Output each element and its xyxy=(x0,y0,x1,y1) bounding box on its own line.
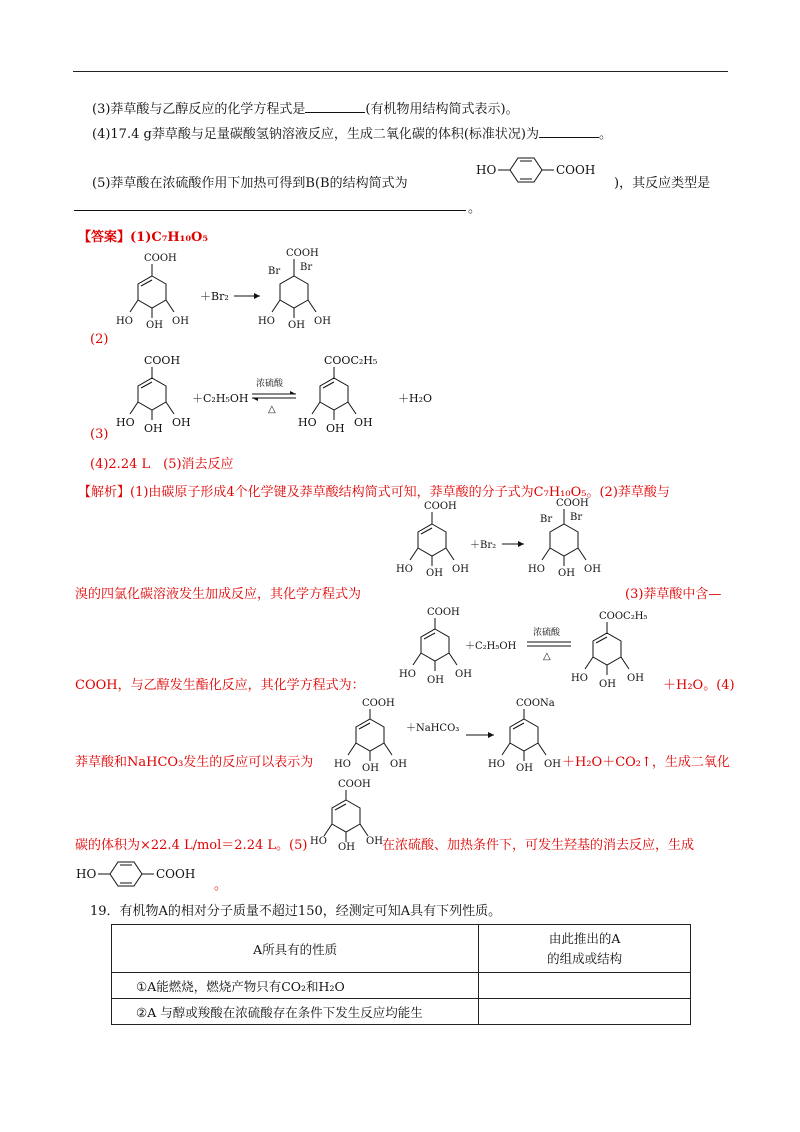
svg-text:COOH: COOH xyxy=(338,779,371,790)
compound-b-structure xyxy=(476,152,616,192)
svg-text:OH: OH xyxy=(584,564,601,575)
answer-blank-long xyxy=(74,210,466,211)
analysis-line-1: 【解析】(1)由碳原子形成4个化学键及莽草酸结构简式可知，莽草酸的分子式为C₇H₁₀O₅。(2)莽草酸与 xyxy=(78,485,670,500)
answer-2-equation xyxy=(110,248,370,332)
question-5-tail-text: )，其反应类型是 xyxy=(614,176,711,191)
svg-text:COOC₂H₅: COOC₂H₅ xyxy=(324,354,378,367)
svg-text:HO: HO xyxy=(399,669,416,680)
svg-text:HO: HO xyxy=(258,316,275,327)
question-5 xyxy=(92,172,408,191)
svg-text:OH: OH xyxy=(366,836,383,847)
answer-blank xyxy=(305,100,365,113)
table-row xyxy=(112,973,691,999)
svg-text:OH: OH xyxy=(354,416,373,429)
svg-text:HO: HO xyxy=(334,759,351,770)
shikimic-acid-structure xyxy=(399,607,472,686)
svg-text:OH: OH xyxy=(627,673,644,684)
svg-text:COOH: COOH xyxy=(156,867,196,881)
ho-label: HO xyxy=(476,163,497,177)
answer-2-label: (2) xyxy=(90,332,109,347)
svg-text:＋Br₂: ＋Br₂ xyxy=(470,540,497,551)
question-4 xyxy=(92,123,612,142)
svg-text:OH: OH xyxy=(362,763,379,774)
shikimic-acid-structure xyxy=(116,253,189,331)
question-5-text: (5)莽草酸在浓硫酸作用下加热可得到B(B的结构简式为 xyxy=(92,176,408,191)
svg-text:HO: HO xyxy=(396,564,413,575)
svg-text:COOH: COOH xyxy=(424,501,457,512)
svg-text:OH: OH xyxy=(426,568,443,579)
question-4-text: (4)17.4 g莽草酸与足量碳酸氢钠溶液反应，生成二氧化碳的体积(标准状况)为 xyxy=(92,127,539,142)
question-4-tail: 。 xyxy=(598,127,612,142)
svg-text:HO: HO xyxy=(310,836,327,847)
svg-text:OH: OH xyxy=(558,568,575,579)
svg-text:COOH: COOH xyxy=(286,248,319,259)
reagent-nahco3: ＋NaHCO₃ xyxy=(406,723,460,734)
analysis-2-equation xyxy=(390,500,630,580)
condition-conc-h2so4: 浓硫酸 xyxy=(256,379,284,389)
svg-text:OH: OH xyxy=(599,679,616,690)
svg-text:OH: OH xyxy=(427,675,444,686)
question-5-tail xyxy=(614,172,710,191)
svg-text:HO: HO xyxy=(116,416,135,429)
analysis-product-b-structure xyxy=(76,858,216,892)
svg-text:△: △ xyxy=(543,651,551,662)
analysis-4-equation xyxy=(330,697,590,775)
answer-3-label: (3) xyxy=(90,427,109,442)
question-3-text: (3)莽草酸与乙醇反应的化学方程式是 xyxy=(92,102,306,117)
table-cell xyxy=(479,999,691,1025)
svg-text:OH: OH xyxy=(516,763,533,774)
question-3 xyxy=(92,98,519,117)
reagent-br2: ＋Br₂ xyxy=(200,290,229,303)
svg-text:Br: Br xyxy=(540,514,553,525)
svg-text:OH: OH xyxy=(172,316,189,327)
svg-text:OH: OH xyxy=(452,564,469,575)
svg-text:COOH: COOH xyxy=(144,354,181,367)
table-cell xyxy=(479,973,691,999)
analysis-line-2-tail: (3)莽草酸中含— xyxy=(625,587,722,602)
svg-text:OH: OH xyxy=(172,416,191,429)
analysis-line-4: 莽草酸和NaHCO₃发生的反应可以表示为 xyxy=(75,755,314,770)
cooh-label: COOH xyxy=(556,163,596,177)
table-header-row xyxy=(112,925,691,973)
svg-text:HO: HO xyxy=(571,673,588,684)
condition-heat: △ xyxy=(268,404,276,415)
table-cell: ②A 与醇或羧酸在浓硫酸存在条件下发生反应均能生 xyxy=(112,999,479,1025)
shikimic-acid-structure xyxy=(116,354,191,435)
question-3-tail: (有机物用结构简式表示)。 xyxy=(365,102,519,117)
table-header-cell: 由此推出的A 的组成或结构 xyxy=(479,925,691,973)
svg-text:Br: Br xyxy=(300,262,313,273)
svg-text:Br: Br xyxy=(570,512,583,523)
svg-text:COOH: COOH xyxy=(427,607,460,618)
svg-text:COOC₂H₅: COOC₂H₅ xyxy=(599,611,648,622)
shikimic-acid-structure xyxy=(396,501,469,579)
svg-text:OH: OH xyxy=(326,422,345,435)
svg-text:HO: HO xyxy=(298,416,317,429)
dibromo-product-structure xyxy=(258,248,331,331)
svg-text:HO: HO xyxy=(116,316,133,327)
question-19-stem: 19．有机物A的相对分子质量不超过150，经测定可知A具有下列性质。 xyxy=(90,904,502,919)
svg-text:OH: OH xyxy=(338,842,355,853)
svg-text:COOH: COOH xyxy=(556,498,589,509)
svg-text:OH: OH xyxy=(544,759,561,770)
answer-label: 【答案】(1)C₇H₁₀O₅ xyxy=(78,230,209,245)
table-row xyxy=(112,999,691,1025)
svg-text:HO: HO xyxy=(488,759,505,770)
svg-text:COONa: COONa xyxy=(516,698,555,709)
ethyl-ester-structure xyxy=(571,611,647,690)
svg-text:Br: Br xyxy=(268,266,281,277)
dibromo-product-structure xyxy=(528,498,601,579)
analysis-line-5-tail: 在浓硫酸、加热条件下，可发生羟基的消去反应，生成 xyxy=(382,838,695,853)
svg-text:OH: OH xyxy=(455,669,472,680)
svg-text:OH: OH xyxy=(144,422,163,435)
svg-text:HO: HO xyxy=(76,867,97,881)
answer-4-5: (4)2.24 L (5)消去反应 xyxy=(90,457,234,472)
analysis-5-shikimic-acid xyxy=(306,778,386,853)
svg-text:OH: OH xyxy=(146,320,163,331)
product-water: ＋H₂O xyxy=(398,392,433,405)
analysis-line-3-tail: ＋H₂O。(4) xyxy=(663,678,735,693)
svg-text:COOH: COOH xyxy=(144,253,177,264)
answer-blank xyxy=(539,125,599,138)
header-rule xyxy=(73,71,728,72)
analysis-line-5: 碳的体积为×22.4 L/mol＝2.24 L。(5) xyxy=(75,838,308,853)
question-5-end: 。 xyxy=(468,201,482,216)
table-cell: ①A能燃烧，燃烧产物只有CO₂和H₂O xyxy=(112,973,479,999)
analysis-line-2: 溴的四氯化碳溶液发生加成反应，其化学方程式为 xyxy=(75,587,362,602)
properties-table xyxy=(111,924,691,1025)
analysis-line-6-tail: 。 xyxy=(214,878,228,893)
answer-3-equation xyxy=(110,350,450,438)
analysis-line-4-tail: ＋H₂O＋CO₂↑，生成二氧化 xyxy=(562,755,730,770)
svg-text:浓硫酸: 浓硫酸 xyxy=(533,628,561,638)
sodium-salt-structure xyxy=(488,698,561,774)
svg-text:＋C₂H₅OH: ＋C₂H₅OH xyxy=(465,641,517,652)
shikimic-acid-structure xyxy=(334,698,407,774)
ethyl-ester-structure xyxy=(298,354,377,435)
svg-text:COOH: COOH xyxy=(362,698,395,709)
svg-text:OH: OH xyxy=(314,316,331,327)
svg-text:HO: HO xyxy=(528,564,545,575)
svg-text:OH: OH xyxy=(288,320,305,331)
analysis-line-3: COOH，与乙醇发生酯化反应，其化学方程式为： xyxy=(75,678,365,693)
reagent-ethanol: ＋C₂H₅OH xyxy=(192,392,249,405)
table-header-cell: A所具有的性质 xyxy=(112,925,479,973)
svg-text:OH: OH xyxy=(390,759,407,770)
